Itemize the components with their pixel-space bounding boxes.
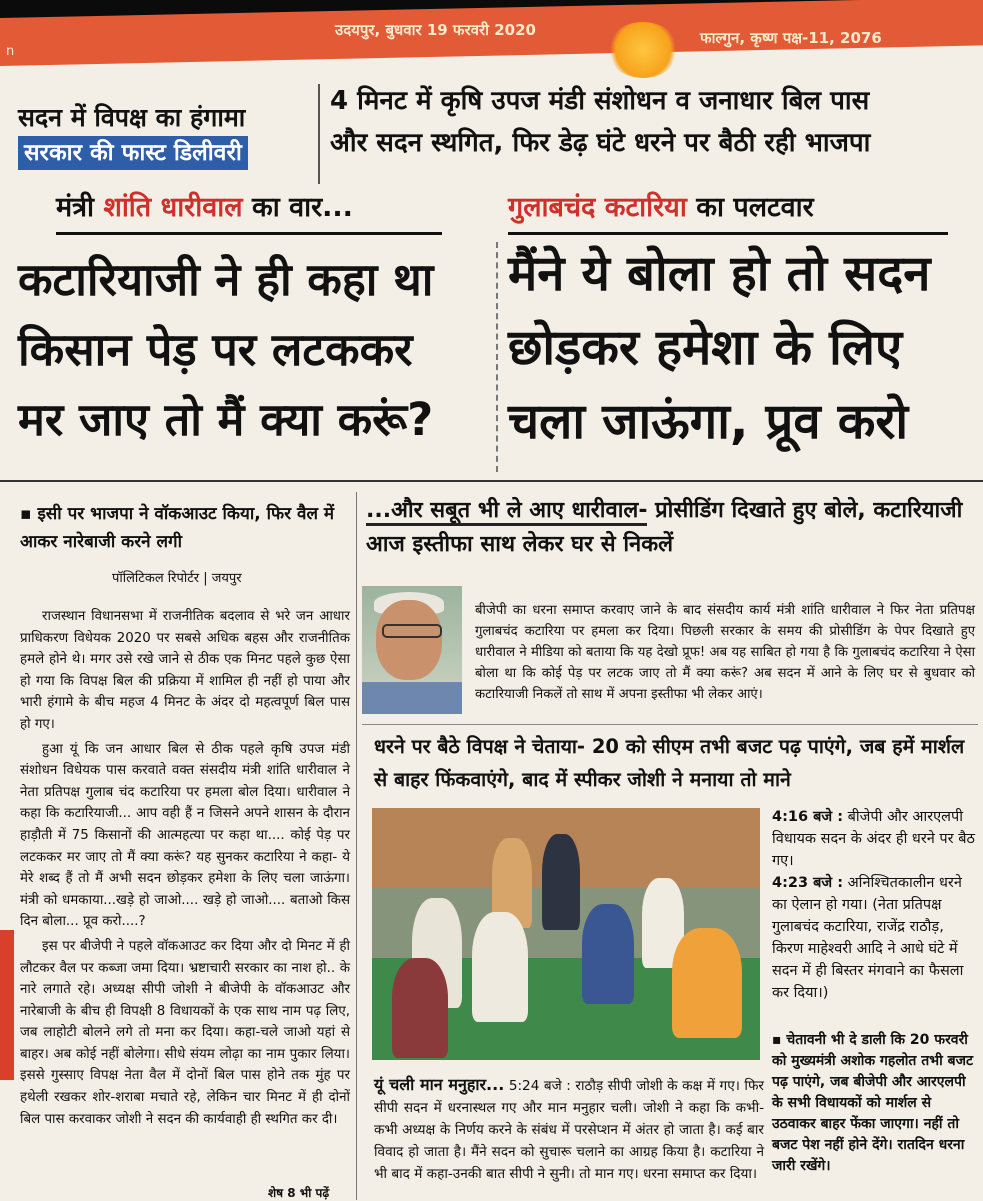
deck-line2: और सदन स्थगित, फिर डेढ़ घंटे धरने पर बैठी रही भाजपा	[330, 128, 871, 158]
masthead-fold-letter: n	[6, 44, 15, 59]
sitin-timeline	[772, 806, 978, 1004]
continued-note: शेष 8 भी पढ़ें	[268, 1186, 330, 1200]
timeline-entry	[772, 806, 978, 872]
left-headline-line: किसान पेड़ पर लटककर	[18, 323, 413, 376]
left-headline-line: कटारियाजी ने ही कहा था	[18, 253, 434, 306]
proof-headline-rest: प्रोसीडिंग दिखाते हुए बोले, कटारियाजी आज इस्तीफा साथ लेकर घर से निकलें	[366, 498, 963, 557]
kicker-line2: सरकार की फास्ट डिलीवरी	[18, 136, 248, 170]
headline-divider	[496, 242, 498, 472]
right-headline-line: छोड़कर हमेशा के लिए	[508, 319, 903, 376]
left-column-subhead: ▪ इसी पर भाजपा ने वॉकआउट किया, फिर वैल में आकर नारेबाजी करने लगी	[20, 504, 335, 552]
caption-body: 5:24 बजे : राठौड़ सीपी जोशी के कक्ष में गए। फिर सीपी सदन में धरनास्थल गए और मान मनुहार चली। जोशी ने कहा कि कभी-कभी अध्यक्ष के निर्णय करने के संबंध में परसेप्शन में अंतर हो जाता है। कई बार विवाद हो जाता है। मैंने सदन को सुचारू चलाने का आग्रह किया है। कटारिया ने भी बाद में कहा-उनकी बात सीपी ने सुनी। तो मान गए। धरना समाप्त कर दिया।	[374, 1078, 764, 1182]
left-main-headline	[18, 245, 484, 455]
left-subhead-post: का वार...	[251, 192, 353, 223]
right-subhead	[508, 188, 814, 228]
dhariwal-photo	[362, 586, 462, 714]
left-column-body	[20, 606, 350, 1133]
section-rule	[0, 480, 983, 482]
sitin-headline: धरने पर बैठे विपक्ष ने चेताया- 20 को सीएम तभी बजट पढ़ पाएंगे, जब हमें मार्शल से बाहर फिंकवाएंगे, बाद में स्पीकर जोशी ने मनाया तो माने	[374, 735, 965, 791]
photo-caption	[374, 1074, 764, 1185]
column-separator	[356, 492, 357, 1200]
kicker	[18, 100, 314, 170]
timeline-text: अनिश्चितकालीन धरने का ऐलान हो गया। (नेता प्रतिपक्ष गुलाबचंद कटारिया, राजेंद्र राठौड़, किरण माहेश्वरी आदि ने आधे घंटे में सदन में ही बिस्तर मंगवाने का फैसला कर दिया।)	[772, 875, 964, 1001]
right-main-headline	[508, 237, 978, 459]
timeline-time: 4:16 बजे :	[772, 809, 843, 825]
right-headline-line: मैंने ये बोला हो तो सदन	[508, 245, 931, 302]
kicker-separator	[318, 84, 320, 184]
proof-body: बीजेपी का धरना समाप्त करवाए जाने के बाद संसदीय कार्य मंत्री शांति धारीवाल ने फिर नेता प्रतिपक्ष गुलाबचंद कटारिया पर हमला कर दिया। पिछली सरकार के समय की प्रोसीडिंग के पेपर दिखाते हुए धारीवाल ने मीडिया को बताया कि यह देखो प्रूफ! अब यह साबित हो गया है कि गुलाबचंद कटारिया ने ऐसा बोला था कि कोई पेड़ पर लटक जाए तो मैं क्या करूं? अब सदन में आने के लिए घर से बुधवार को कटारियाजी निकलें तो साथ में अपना इस्तीफा भी लेकर आएं।	[475, 603, 975, 702]
left-headline-line: मर जाए तो मैं क्या करूं?	[18, 393, 434, 446]
timeline-time: 4:23 बजे :	[772, 875, 843, 891]
masthead-hindi-date: फाल्गुन, कृष्ण पक्ष-11, 2076	[700, 29, 882, 47]
deck-line1: 4 मिनट में कृषि उपज मंडी संशोधन व जनाधार बिल पास	[330, 86, 870, 116]
right-subhead-name: गुलाबचंद कटारिया	[508, 192, 687, 223]
left-subhead-underline	[56, 232, 442, 235]
edge-red-tab	[0, 930, 14, 1080]
byline: पॉलिटिकल रिपोर्टर | जयपुर	[112, 571, 242, 586]
proof-headline-lead: ...और सबूत भी ले आए धारीवाल-	[366, 498, 647, 526]
right-subhead-post: का पलटवार	[696, 192, 814, 223]
timeline-entry	[772, 872, 978, 1004]
body-paragraph: हुआ यूं कि जन आधार बिल से ठीक पहले कृषि उपज मंडी संशोधन विधेयक पास करवाते वक्त संसदीय मंत्री शांति धारीवाल ने नेता प्रतिपक्ष गुलाब चंद कटारिया पर हमला बोल दिया। धारीवाल ने कहा कि कटारियाजी... आप वही हैं न जिसने अपने शासन के दौरान हाड़ौती में 75 किसानों की आत्महत्या पर कहा था.... कोई पेड़ पर लटककर मर जाए तो मैं क्या करूं? यह सुनकर कटारिया ने कहा- ये मेरे शब्द हैं तो मैं अभी सदन छोड़कर हमेशा के लिए चला जाऊंगा। मंत्री को धमकाया...खड़े हो जाओ.... खड़े हो जाओ.... बताओ किस दिन बोला... प्रूव करो....?	[20, 741, 350, 930]
warning-note: ▪ चेतावनी भी दे डाली कि 20 फरवरी को मुख्यमंत्री अशोक गहलोत तभी बजट पढ़ पाएंगे, जब बीजेपी और आरएलपी के सभी विधायकों को मार्शल से उठवाकर बाहर फेंका जाएगा। नहीं तो बजट पेश नहीं होने देंगे। रातदिन धरना जारी रखेंगे।	[772, 1032, 974, 1174]
deck-headline	[330, 80, 980, 164]
sitin-photo	[372, 808, 760, 1060]
kicker-line1: सदन में विपक्ष का हंगामा	[18, 103, 246, 132]
right-subhead-underline	[508, 232, 948, 235]
proof-headline	[366, 494, 978, 562]
body-paragraph: राजस्थान विधानसभा में राजनीतिक बदलाव से भरे जन आधार प्राधिकरण विधेयक 2020 पर सबसे अधिक बहस और राजनीतिक हमले होने थे। मगर उसे रखे जाने से ठीक एक मिनट पहले कुछ ऐसा हो गया कि विपक्ष बिल की प्रक्रिया में शामिल ही नहीं हो पाया और भारी हंगामे के बीच महज 4 मिनट के अंदर दो महत्वपूर्ण बिल पास हो गए।	[20, 609, 350, 732]
section-rule-2	[362, 724, 978, 725]
masthead-sun-logo	[607, 22, 679, 78]
masthead-date: उदयपुर, बुधवार 19 फरवरी 2020	[335, 21, 536, 39]
caption-lead: यूं चली मान मनुहार...	[374, 1075, 505, 1094]
body-paragraph: इस पर बीजेपी ने पहले वॉकआउट कर दिया और दो मिनट में ही लौटकर वैल पर कब्जा जमा दिया। भ्रष्टाचारी सरकार का नाश हो.. के नारे लगाते रहे। अध्यक्ष सीपी जोशी ने बीजेपी के वॉकआउट और नारेबाजी के बीच ही विपक्षी 8 विधायकों के एक साथ नाम पढ़ लिए, जब लाहोटी बोलने लगे तो मना कर दिया। कहा-चले जाओ यहां से बाहर। अब कोई नहीं बोलेगा। सीधे संयम लोढ़ा का नाम पुकार लिया। इससे गुस्साए विपक्ष नेता वैल में दोनों बिल पास होने तक मुंह पर हथेली रखकर शोर-शराबा मचाते रहे, लेकिन चार मिनट में ही दोनों बिल पास करवाकर जोशी ने सदन की कार्यवाही ही स्थगित कर दी।	[20, 938, 350, 1127]
left-subhead	[56, 188, 353, 228]
timeline-text: बीजेपी और आरएलपी विधायक सदन के अंदर ही धरने पर बैठ गए।	[772, 809, 975, 869]
right-headline-line: चला जाऊंगा, प्रूव करो	[508, 393, 909, 450]
left-subhead-name: शांति धारीवाल	[103, 192, 243, 223]
left-subhead-pre: मंत्री	[56, 192, 95, 223]
